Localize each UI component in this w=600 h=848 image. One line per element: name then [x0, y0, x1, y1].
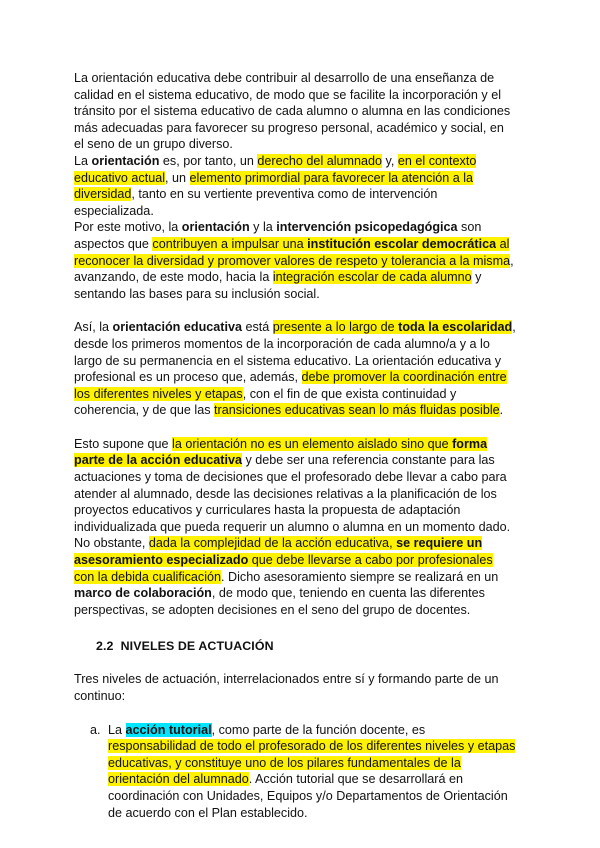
text-run: , tanto en su vertiente preventiva como de intervención especializada. — [74, 187, 438, 218]
highlight-bold-run: se requiere un asesoramiento especializado — [74, 536, 483, 568]
bold-run: marco de colaboración — [74, 586, 212, 601]
text-run: . Acción tutorial que se desarrollará en coordinación con Unidades, Equipos y/o Departamentos de Orientación de acuerdo con el Plan establecido. — [108, 772, 508, 820]
section-heading — [96, 638, 516, 654]
paragraph-1: La orientación educativa debe contribuir al desarrollo de una enseñanza de calidad en el sistema educativo, de modo que se facilite la incorporación y el tránsito por el sistema educativo de cada alumno o alumna en las condiciones más adecuadas para favorecer su progreso personal, académico y social, en el seno de un grupo diverso. — [74, 71, 511, 152]
text-run: y, — [382, 153, 398, 168]
paragraph-4 — [74, 319, 516, 419]
paragraph-3 — [74, 219, 516, 302]
highlight-run: contribuyen a impulsar una — [152, 236, 308, 251]
text-run: , de modo que, teniendo en cuenta las diferentes perspectivas, se adopten decisiones en el seno del grupo de docentes. — [74, 586, 485, 617]
highlight-run: integración escolar de cada alumno — [272, 270, 472, 285]
text-run: , un — [165, 170, 190, 185]
highlight-run: que debe llevarse a cabo por profesionales con la debida cualificación — [74, 553, 493, 584]
text-run: es, por tanto, un — [159, 153, 258, 168]
bold-run: orientación educativa — [112, 320, 242, 335]
bold-run: orientación — [181, 220, 250, 235]
highlight-bold-run: institución escolar democrática — [307, 236, 497, 251]
text-run: son aspectos que — [74, 220, 482, 251]
text-run: Por este motivo, la — [74, 220, 182, 235]
text-run: y la — [249, 220, 277, 235]
text-run: está — [241, 320, 273, 335]
highlight-run: presente a lo largo de — [272, 320, 399, 335]
text-run: No obstante, — [74, 536, 149, 551]
text-run: , con el fin de que exista continuidad y coherencia, y de que las — [74, 386, 457, 418]
section-number: 2.2 — [96, 639, 114, 654]
paragraph-spacer — [74, 419, 516, 436]
text-run: Así, la — [74, 320, 113, 335]
intro-paragraph: Tres niveles de actuación, interrelacionados entre sí y formando parte de un continuo: — [74, 672, 499, 703]
cyan-highlight-bold-run: acción tutorial — [125, 722, 212, 737]
text-run: . — [499, 403, 504, 418]
text-run: . Dicho asesoramiento siempre se realizará en un — [221, 569, 499, 584]
bold-run: intervención psicopedagógica — [276, 220, 458, 235]
highlight-run: debe promover la coordinación entre los diferentes niveles y etapas — [74, 370, 507, 401]
highlight-run: elemento primordial para favorecer la atención a la diversidad — [74, 170, 474, 202]
list-item-body — [108, 722, 516, 822]
highlight-run: derecho del alumnado — [257, 153, 383, 168]
highlight-run: en el contexto educativo actual — [74, 153, 477, 185]
section-title: NIVELES DE ACTUACIÓN — [120, 639, 274, 654]
highlight-run: dada la complejidad de la acción educativa, — [148, 536, 397, 551]
list-item — [74, 722, 516, 822]
highlight-bold-run: toda la escolaridad — [398, 320, 513, 335]
text-run: La — [74, 153, 92, 168]
list-marker: a. — [90, 722, 101, 737]
highlight-run: al reconocer la diversidad y promover valores de respeto y tolerancia a la misma — [74, 236, 511, 268]
highlight-run: responsabilidad de todo el profesorado de los diferentes niveles y etapas educativas, y constituye uno de los pilares fundamentales de la orientación del alumnado — [108, 739, 516, 787]
list-spacer — [74, 705, 516, 722]
text-run: y sentando las bases para su inclusión social. — [74, 270, 482, 301]
highlight-run: transiciones educativas sean lo más fluidas posible — [214, 403, 500, 418]
levels-list — [74, 722, 516, 822]
text-run: , como parte de la función docente, es — [211, 722, 426, 737]
section-spacer — [74, 618, 516, 638]
text-run: , avanzando, de este modo, hacia la — [74, 253, 514, 285]
paragraph-5 — [74, 436, 516, 536]
highlight-bold-run: forma parte de la acción educativa — [74, 436, 488, 468]
bold-run: orientación — [91, 153, 160, 168]
highlight-run: la orientación no es un elemento aislado sino que — [172, 436, 453, 451]
paragraph-spacer — [74, 302, 516, 319]
section-spacer — [74, 654, 516, 671]
paragraph-6 — [74, 535, 516, 618]
text-run: , desde los primeros momentos de la incorporación de cada alumno/a y a lo largo de su permanencia en el sistema educativo. La orientación educativa y profesional es un proceso que, además, — [74, 320, 516, 385]
text-run: y debe ser una referencia constante para las actuaciones y toma de decisiones que el profesorado debe llevar a cabo para atender al alumnado, desde las decisiones relativas a la planificación de los proyectos educativos y curriculares hasta la propuesta de adaptación individualizada que pueda requerir un alumno o alumna en un momento dado. — [74, 453, 511, 534]
text-run: La — [108, 722, 126, 737]
paragraph-2 — [74, 153, 516, 219]
text-run: Esto supone que — [74, 436, 173, 451]
